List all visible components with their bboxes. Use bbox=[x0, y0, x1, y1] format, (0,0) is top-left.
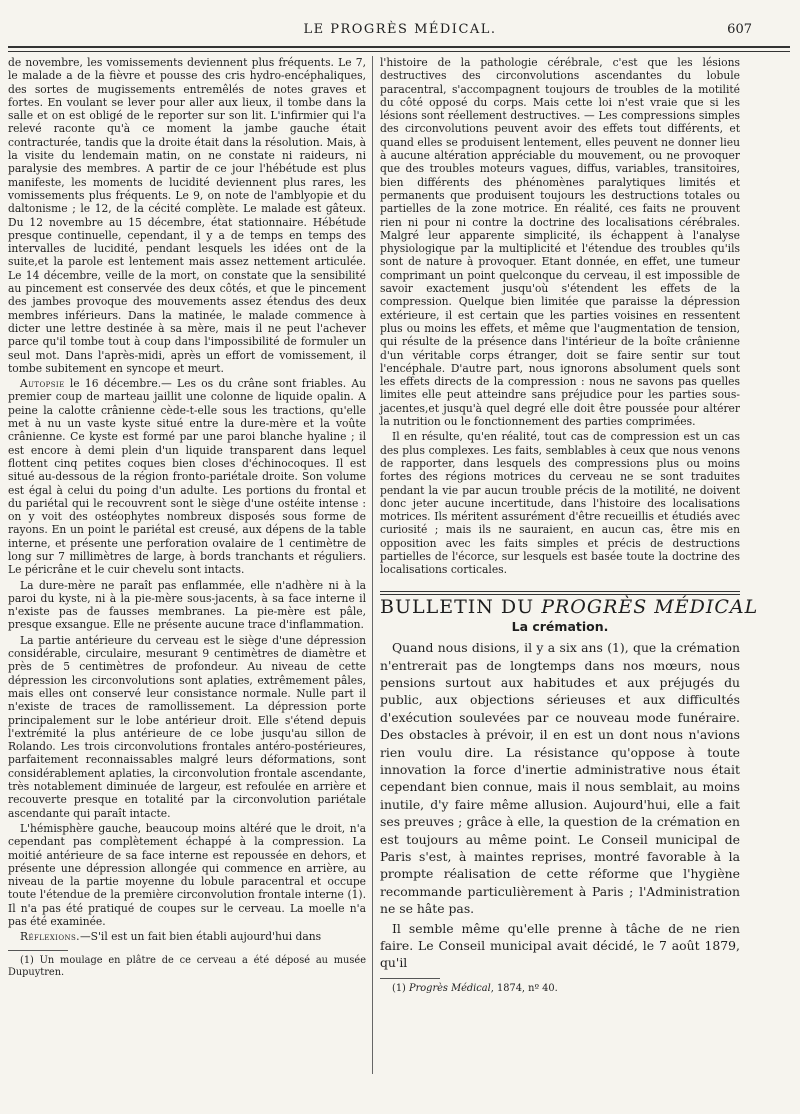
bulletin-paragraph: Quand nous disions, il y a six ans (1), que la crémation n'entrerait pas de longtemps dans nos mœurs, nous pensions surtout aux habitudes et aux préjugés du public, aux objections sérieuses et aux difficultés d'exécution soulevées par ce nouveau mode funéraire. Des obstacles à prévoir, il en est un dont nous n'avions rien voulu dire. La résistance qu'oppose à toute innovation la force d'inertie administrative nous était cependant bien connue, mais il nous semblait, au moins inutile, d'y faire même allusion. Aujourd'hui, elle a fait ses preuves ; grâce à elle, la question de la crémation en est toujours au même point. Le Conseil municipal de Paris s'est, à maintes reprises, montré favorable à la prompte réalisation de cette réforme que l'hygiène recommande particulièrement à Paris ; l'Administration ne se hâte pas. bbox=[380, 640, 740, 917]
section-title: La crémation. bbox=[511, 618, 609, 634]
footnote-rule bbox=[380, 978, 440, 979]
autopsie-text: le 16 décembre.— Les os du crâne sont friables. Au premier coup de marteau jaillit une colonne de liquide opalin. A peine la calotte crânienne cède-t-elle sous les tractions, qu'elle met à nu un vaste kyste situé entre la dure-mère et la voûte crânienne. Ce kyste est formé par une paroi blanche hyaline ; il est encore à demi plein d'un liquide transparent dans lequel flottent cinq petites coques bien closes d'échinocoques. Il est situé au-dessous de la région fronto-pariétale droite. Son volume est égal à celui du poing d'un adulte. Les portions du frontal et du pariétal qui le recouvrent sont le siège d'une ostéite intense : on y voit des ostéophytes nombreux disposés sous forme de rayons. En un point le pariétal est creusé, aux dépens de la table interne, et présente une perforation ovalaire de 1 centimètre de long sur 7 millimètres de large, à bords tranchants et réguliers. Le péricrâne et le cuir chevelu sont intacts. bbox=[8, 377, 366, 577]
bulletin-title-italic: PROGRÈS MÉDICAL bbox=[541, 595, 759, 618]
running-title: LE PROGRÈS MÉDICAL. bbox=[303, 22, 497, 37]
reflexions-continued-paragraph: l'histoire de la pathologie cérébrale, c'est que les lésions destructives des circonvolutions ascendantes du lobule paracentral, s'accompagnent toujours de troubles de la motilité du côté opposé du corps. Mais cette loi n'est vraie que si les lésions sont réellement destructives. — Les compressions simples des circonvolutions peuvent avoir des effets tout différents, et quand elles se produisent lentement, elles peuvent ne donner lieu à aucune altération appréciable du mouvement, ou ne provoquer que des troubles moteurs vagues, diffus, variables, transitoires, bien différents des phénomènes paralytiques limités et permanents que produisent toujours les destructions totales ou partielles de la zone motrice. En réalité, ces faits ne prouvent rien ni pour ni contre la doctrine des localisations cérébrales. Malgré leur apparente simplicité, ils échappent à l'analyse physiologique par la multiplicité et l'étendue des troubles qu'ils sont de nature à provoquer. Etant donnée, en effet, une tumeur comprimant un point quelconque du cerveau, il est impossible de savoir exactement jusqu'où s'étendent les effets de la compression. Quelque bien limitée que paraisse la dépression extérieure, il est certain que les parties voisines en ressentent plus ou moins les effets, et même que l'augmentation de tension, qui résulte de la présence dans l'intérieur de la boîte crânienne d'un véritable corps étranger, doit se faire sentir sur tout l'encéphale. D'autre part, nous ignorons absolument quels sont les effets directs de la compression : nous ne savons pas quelles limites elle peut atteindre sans préjudice pour les parties sous-jacentes,et jusqu'à quel degré elle doit être poussée pour altérer la nutrition ou le fonctionnement des parties comprimées. bbox=[380, 56, 740, 429]
left-column bbox=[8, 56, 366, 981]
reflexions-text: —S'il est un fait bien établi aujourd'hui dans bbox=[79, 930, 322, 944]
bulletin-paragraph: Il semble même qu'elle prenne à tâche de ne rien faire. Le Conseil municipal avait décidé, le 7 août 1879, qu'il bbox=[380, 920, 740, 971]
page-number: 607 bbox=[727, 22, 752, 37]
bulletin-footnote bbox=[380, 983, 740, 995]
footnote-suffix: , 1874, nº 40. bbox=[490, 982, 558, 994]
header-rule bbox=[8, 46, 790, 52]
footnote-prefix: (1) bbox=[392, 982, 409, 994]
reflexions-paragraph bbox=[8, 930, 366, 943]
bulletin-title-plain: BULLETIN DU bbox=[380, 595, 542, 618]
bulletin-body bbox=[380, 639, 740, 972]
cerveau-paragraph: La partie antérieure du cerveau est le siège d'une dépression considérable, circulaire, mesurant 9 centimètres de diamètre et près de 5 centimètres de profondeur. Au niveau de cette dépression les circonvolutions sont aplaties, extrêmement pâles, mais elles ont conservé leur consistance normale. Nulle part il n'existe de traces de ramollissement. La dépression porte principalement sur le lobe antérieur droit. Elle s'étend depuis l'extrémité la plus antérieure de ce lobe jusqu'au sillon de Rolando. Les trois circonvolutions frontales antéro-postérieures, parfaitement reconnaissables malgré leurs déformations, sont considérablement aplaties, la circonvolution frontale ascendante, très notablement diminuée de largeur, est refoulée en arrière et recouverte presque en totalité par la circonvolution pariétale ascendante qui paraît intacte. bbox=[8, 633, 366, 820]
bulletin-title bbox=[380, 595, 759, 618]
footnote-rule bbox=[8, 950, 68, 951]
right-column bbox=[380, 56, 759, 997]
hemisphere-paragraph: L'hémisphère gauche, beaucoup moins altéré que le droit, n'a cependant pas complètement échappé à la compression. La moitié antérieure de sa face interne est repoussée en dehors, et présente une dépression allongée qui commence en arrière, au niveau de la partie moyenne du lobule paracentral et occupe toute l'étendue de la première circonvolution frontale interne (1). Il n'a pas été pratiqué de coupes sur le cerveau. La moelle n'a pas été examinée. bbox=[8, 821, 366, 928]
footnote: (1) Un moulage en plâtre de ce cerveau a été déposé au musée Dupuytren. bbox=[8, 954, 366, 978]
reflexions-label: Réflexions. bbox=[20, 930, 80, 944]
case-paragraph: de novembre, les vomissements deviennent plus fréquents. Le 7, le malade a de la fièvre et pousse des cris hydro-encéphaliques, des sortes de mugissements entremêlés de notes graves et fortes. En voulant se lever pour aller aux lieux, il tombe dans la salle et on est obligé de le reporter sur son lit. L'infirmier qui l'a relevé raconte qu'à ce moment la jambe gauche était contracturée, tandis que la droite était dans la résolution. Mais, à la visite du lendemain matin, on ne constate ni raideurs, ni paralysie des membres. A partir de ce jour l'hébétude est plus manifeste, les moments de lucidité deviennent plus rares, les vomissements plus fréquents. Le 9, on note de l'amblyopie et du daltonisme ; le 12, de la cécité complète. Le malade est gâteux. Du 12 novembre au 15 décembre, état stationnaire. Hébétude presque continuelle, cependant, il y a de temps en temps des intervalles de lucidité, pendant lesquels les idées ont de la suite,et la parole est lentement mais assez nettement articulée. Le 14 décembre, veille de la mort, on constate que la sensibilité au pincement est conservée des deux côtés, et que le pincement des jambes provoque des mouvements assez étendus des deux membres inférieurs. Dans la matinée, le malade commence à dicter une lettre destinée à sa mère, mais il ne peut l'achever parce qu'il tombe tout à coup dans l'impossibilité de formuler un seul mot. Dans l'après-midi, après un effort de vomissement, il tombe subitement en syncope et meurt. bbox=[8, 56, 366, 375]
page-header bbox=[0, 18, 800, 40]
dure-mere-paragraph: La dure-mère ne paraît pas enflammée, elle n'adhère ni à la paroi du kyste, ni à la pie-mère sous-jacents, à sa face interne il n'existe pas de fausses membranes. La pie-mère est pâle, presque exsangue. Elle ne présente aucune trace d'inflammation. bbox=[8, 578, 366, 632]
bulletin-rule bbox=[380, 591, 740, 595]
autopsie-paragraph bbox=[8, 377, 366, 576]
column-divider bbox=[372, 56, 373, 1074]
autopsie-label: Autopsie bbox=[20, 377, 65, 391]
footnote-italic: Progrès Médical bbox=[409, 982, 491, 994]
conclusion-paragraph: Il en résulte, qu'en réalité, tout cas de compression est un cas des plus complexes. Les faits, semblables à ceux que nous venons de rapporter, dans lesquels des compressions plus ou moins fortes des régions motrices du cerveau ne se sont traduites pendant la vie par aucun trouble précis de la motilité, ne doivent donc jeter aucune incertitude, dans l'histoire des localisations motrices. Ils méritent assurément d'être recueillis et étudiés avec curiosité ; mais ils ne sauraient, en aucun cas, être mis en opposition avec les faits simples et précis de destructions partielles de l'écorce, sur lesquels est basée toute la doctrine des localisations corticales. bbox=[380, 430, 740, 577]
